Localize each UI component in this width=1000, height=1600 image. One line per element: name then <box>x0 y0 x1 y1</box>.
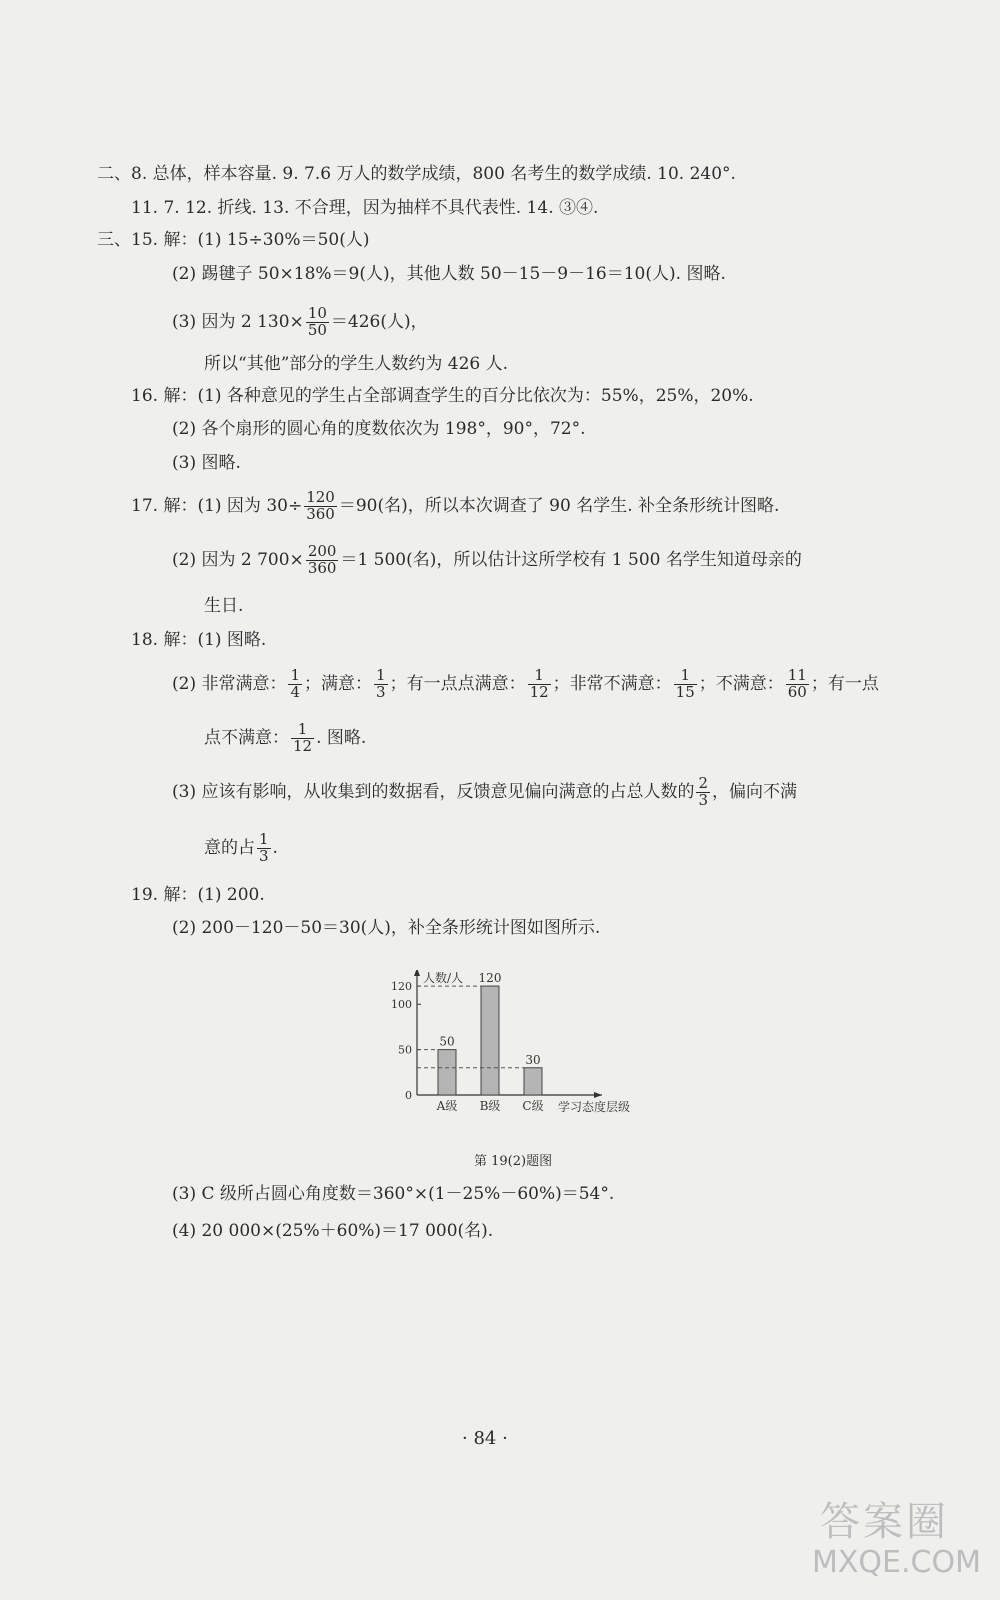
answer-19-4: (4) 20 000×(25%＋60%)＝17 000(名). <box>172 1221 494 1241</box>
answer-16-1: 16. 解：(1) 各种意见的学生占全部调查学生的百分比依次为：55%，25%，20%. <box>131 386 754 406</box>
answer-line-11-14: 11. 7. 12. 折线. 13. 不合理，因为抽样不具代表性. 14. ③④. <box>131 198 599 218</box>
x-tick-label: B级 <box>479 1099 501 1113</box>
watermark-url: MXQE.COM <box>812 1545 981 1580</box>
fraction: $\frac{2}{3}$ <box>698 774 709 809</box>
watermark-logo: 答案圈 <box>820 1499 949 1545</box>
answer-19-3: (3) C 级所占圆心角度数＝360°×(1－25%－60%)＝54°. <box>172 1184 615 1204</box>
period: . <box>272 837 278 858</box>
label-slightly-satisfied: ；有一点点满意： <box>389 673 526 694</box>
label-slightly-unsatisfied-cont: 点不满意： <box>204 727 289 748</box>
answer-15-3-conclusion: 所以“其他”部分的学生人数约为 426 人. <box>204 354 509 374</box>
bar-value-label: 120 <box>478 971 502 986</box>
y-tick-label: 120 <box>391 980 412 994</box>
figure-omitted: . 图略. <box>316 727 367 748</box>
answer-17-1-result: ＝90(名)，所以本次调查了 90 名学生. 补全条形统计图略. <box>338 495 780 516</box>
answer-18-3-cont-text: 意的占 <box>204 837 255 858</box>
answer-19-1: 19. 解：(1) 200. <box>131 885 265 905</box>
bar <box>438 1050 456 1095</box>
answer-15-3-text: (3) 因为 2 130× <box>172 311 304 332</box>
fraction: $\frac{1}{12}$ <box>293 720 313 755</box>
answer-17-1 <box>131 490 779 523</box>
label-slightly-unsatisfied: ；有一点 <box>810 673 879 694</box>
bar <box>524 1068 542 1095</box>
fraction: $\frac{1}{12}$ <box>529 666 549 701</box>
fraction: $\frac{1}{15}$ <box>675 666 695 701</box>
x-axis-arrow-icon <box>594 1092 602 1098</box>
bar-value-label: 50 <box>439 1034 455 1049</box>
answer-15-2: (2) 踢毽子 50×18%＝9(人)，其他人数 50－15－9－16＝10(人). 图略. <box>172 264 726 284</box>
fraction: $\frac{200}{360}$ <box>307 542 337 577</box>
answer-15-3-result: ＝426(人)， <box>330 311 428 332</box>
x-tick-label: A级 <box>436 1099 458 1113</box>
bar <box>481 986 499 1095</box>
answer-18-3-text-b: ，偏向不满 <box>712 781 798 802</box>
answer-17-1-text: 17. 解：(1) 因为 30÷ <box>131 495 303 516</box>
y-tick-label: 100 <box>391 998 412 1012</box>
answer-15-1: 三、15. 解：(1) 15÷30%＝50(人) <box>97 230 370 250</box>
answer-18-1: 18. 解：(1) 图略. <box>131 630 267 650</box>
x-axis-label: 学习态度层级 <box>558 1100 631 1114</box>
answer-18-2-cont <box>204 722 366 755</box>
bar-value-label: 30 <box>525 1052 541 1067</box>
x-tick-label: C级 <box>522 1099 544 1113</box>
y-tick-label: 50 <box>398 1043 412 1057</box>
label-very-unsatisfied: ；非常不满意： <box>552 673 672 694</box>
answer-line-8-10: 二、8. 总体，样本容量. 9. 7.6 万人的数学成绩，800 名考生的数学成绩. 10. 240°. <box>97 164 736 184</box>
fraction: $\frac{1}{3}$ <box>376 666 386 701</box>
answer-18-2 <box>172 668 879 701</box>
answer-19-2: (2) 200－120－50＝30(人)，补全条形统计图如图所示. <box>172 918 601 938</box>
answer-17-2 <box>172 544 802 577</box>
answer-17-2-result: ＝1 500(名)，所以估计这所学校有 1 500 名学生知道母亲的 <box>340 549 802 570</box>
answer-16-3: (3) 图略. <box>172 453 241 473</box>
answer-17-2-cont: 生日. <box>204 596 244 616</box>
page-number: · 84 · <box>462 1428 508 1449</box>
y-tick-label: 0 <box>405 1089 412 1102</box>
answer-17-2-text: (2) 因为 2 700× <box>172 549 304 570</box>
fraction: $\frac{10}{50}$ <box>307 304 327 339</box>
fraction: $\frac{120}{360}$ <box>306 488 335 523</box>
answer-18-3 <box>172 776 797 809</box>
fraction: $\frac{1}{4}$ <box>290 666 301 701</box>
label-satisfied: ；满意： <box>304 673 373 694</box>
y-axis-arrow-icon <box>414 970 420 976</box>
chart-caption: 第 19(2)题图 <box>474 1154 553 1169</box>
label-unsatisfied: ；不满意： <box>698 673 784 694</box>
fraction: $\frac{1}{3}$ <box>259 830 269 865</box>
fraction: $\frac{11}{60}$ <box>787 666 807 701</box>
answer-18-3-text: (3) 应该有影响，从收集到的数据看，反馈意见偏向满意的占总人数的 <box>172 781 695 802</box>
y-axis-label: 人数/人 <box>423 971 464 985</box>
bar-chart <box>390 970 650 1140</box>
answer-15-3 <box>172 306 428 339</box>
answer-18-3-cont <box>204 832 278 865</box>
label-very-satisfied: (2) 非常满意： <box>172 673 287 694</box>
answer-16-2: (2) 各个扇形的圆心角的度数依次为 198°，90°，72°. <box>172 419 586 439</box>
